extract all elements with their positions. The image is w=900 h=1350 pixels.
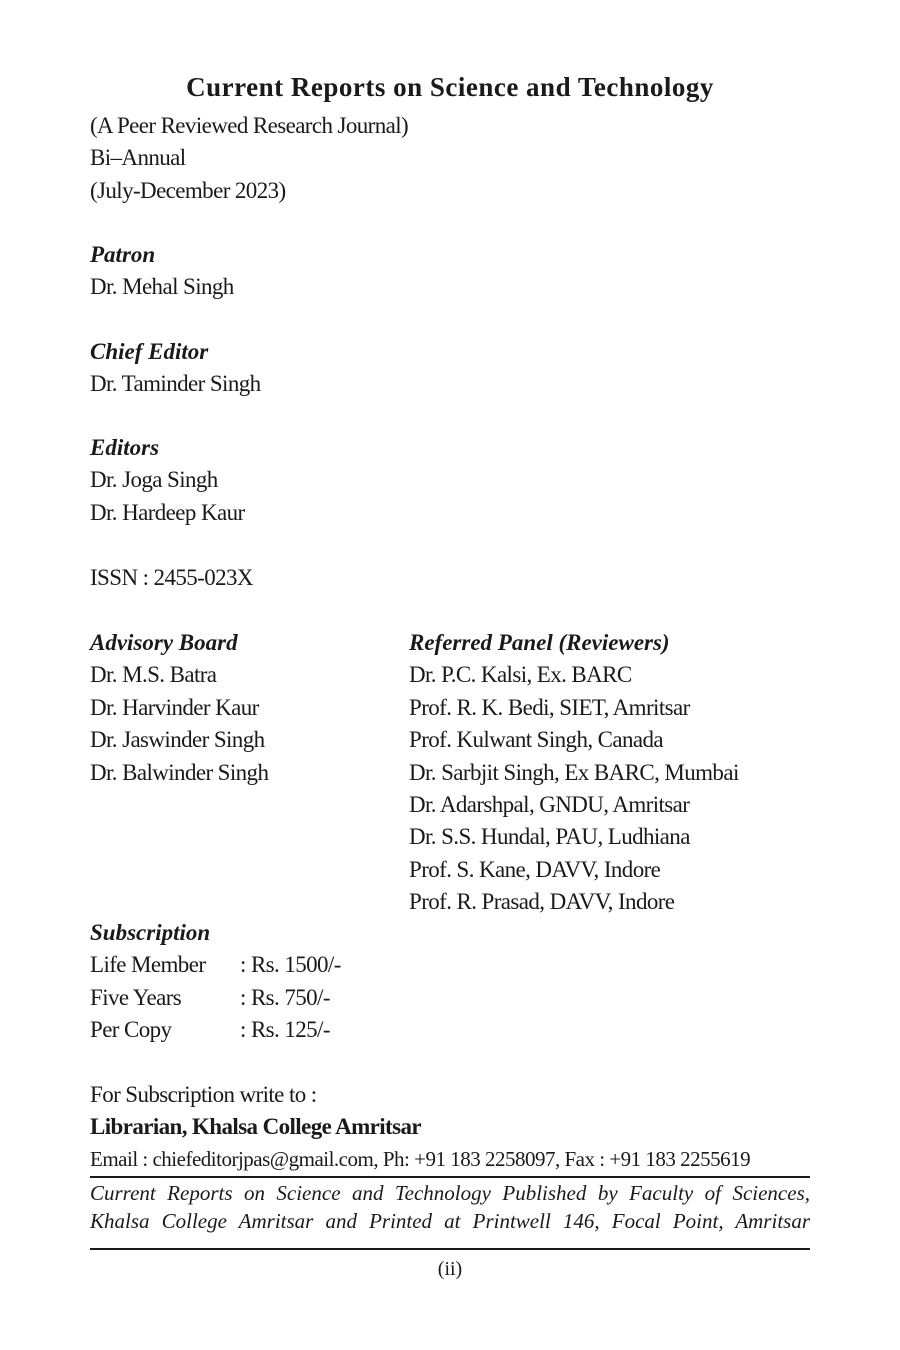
reviewer-entry: Dr. Adarshpal, GNDU, Amritsar xyxy=(409,792,690,818)
publisher-note-line: Current Reports on Science and Technology Published by Faculty of Sciences, xyxy=(90,1181,810,1205)
subscription-heading: Subscription xyxy=(90,920,211,945)
patron-name: Dr. Mehal Singh xyxy=(90,274,234,300)
reviewer-entry: Dr. Sarbjit Singh, Ex BARC, Mumbai xyxy=(409,759,739,785)
chief-editor-heading: Chief Editor xyxy=(90,339,209,364)
advisory-member: Dr. Jaswinder Singh xyxy=(90,727,265,753)
editors-section xyxy=(90,432,245,529)
subscription-label: Life Member xyxy=(90,952,206,978)
editor-name: Dr. Joga Singh xyxy=(90,467,218,493)
reviewer-entry: Dr. S.S. Hundal, PAU, Ludhiana xyxy=(409,824,690,850)
subscription-label: Per Copy xyxy=(90,1017,172,1043)
subscription-row xyxy=(90,1014,341,1046)
reviewer-entry: Prof. S. Kane, DAVV, Indore xyxy=(409,856,661,882)
publisher-note xyxy=(90,1179,810,1235)
issn-section xyxy=(90,562,253,594)
advisory-member: Dr. M.S. Batra xyxy=(90,662,217,688)
referred-panel-heading: Referred Panel (Reviewers) xyxy=(409,630,670,655)
subscription-label: Five Years xyxy=(90,984,182,1010)
issue-period-line: (July-December 2023) xyxy=(90,177,286,203)
chief-editor-name: Dr. Taminder Singh xyxy=(90,371,261,397)
publisher-note-line: Khalsa College Amritsar and Printed at Printwell 146, Focal Point, Amritsar xyxy=(90,1209,810,1233)
subscription-row xyxy=(90,949,341,981)
contact-email-line: Email : chiefeditorjpas@gmail.com, Ph: +91 183 2258097, Fax : +91 183 2255619 xyxy=(90,1146,751,1171)
editors-heading: Editors xyxy=(90,435,160,460)
addressee: Librarian, Khalsa College Amritsar xyxy=(90,1114,421,1140)
advisory-member: Dr. Harvinder Kaur xyxy=(90,694,259,720)
frequency-line: Bi–Annual xyxy=(90,145,186,171)
patron-heading: Patron xyxy=(90,242,156,267)
reviewer-entry: Dr. P.C. Kalsi, Ex. BARC xyxy=(409,662,632,688)
reviewer-entry: Prof. Kulwant Singh, Canada xyxy=(409,727,664,753)
divider-bottom xyxy=(90,1248,810,1250)
advisory-member: Dr. Balwinder Singh xyxy=(90,759,269,785)
editor-name: Dr. Hardeep Kaur xyxy=(90,499,245,525)
referred-panel-section xyxy=(409,627,739,919)
journal-page xyxy=(90,0,810,1350)
divider-top xyxy=(90,1176,810,1178)
contact-section xyxy=(90,1079,750,1174)
page-number: (ii) xyxy=(437,1258,463,1280)
reviewer-entry: Prof. R. K. Bedi, SIET, Amritsar xyxy=(409,694,690,720)
journal-subtitle-block xyxy=(90,110,408,207)
advisory-board-section xyxy=(90,627,268,789)
subscription-section xyxy=(90,917,341,1047)
subscription-price: : Rs. 1500/- xyxy=(240,952,341,978)
patron-section xyxy=(90,239,234,304)
advisory-board-heading: Advisory Board xyxy=(90,630,238,655)
subscription-price: : Rs. 125/- xyxy=(240,1017,330,1043)
peer-review-line: (A Peer Reviewed Research Journal) xyxy=(90,113,409,138)
subscription-intro: For Subscription write to : xyxy=(90,1082,317,1107)
issn-number: ISSN : 2455-023X xyxy=(90,565,253,590)
journal-title: Current Reports on Science and Technology xyxy=(186,72,714,102)
chief-editor-section xyxy=(90,336,261,401)
subscription-row xyxy=(90,982,341,1014)
reviewer-entry: Prof. R. Prasad, DAVV, Indore xyxy=(409,889,675,915)
subscription-price: : Rs. 750/- xyxy=(240,984,330,1010)
